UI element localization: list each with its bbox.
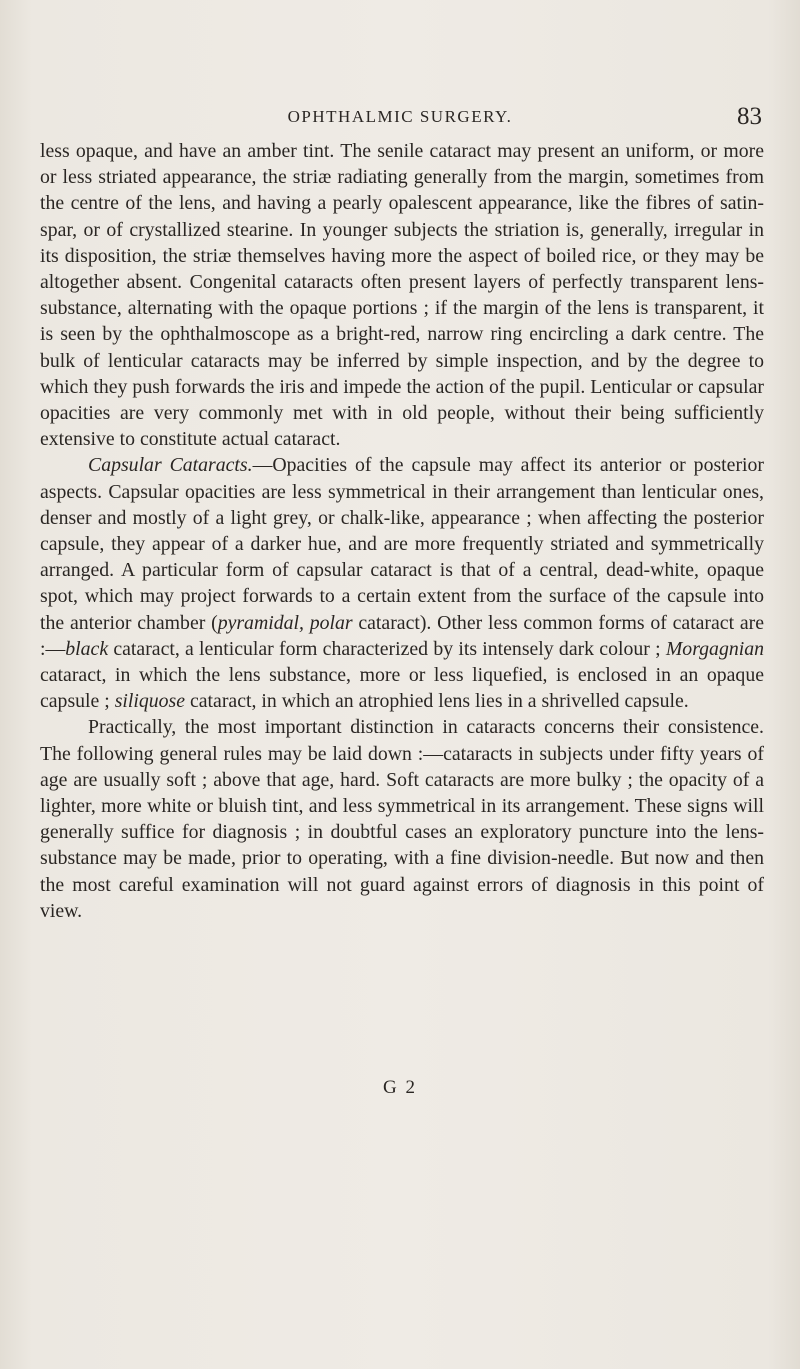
signature-mark: G 2 [383, 1077, 417, 1098]
paragraph-consistence [40, 714, 764, 924]
italic-text: Morgagnian [665, 637, 764, 660]
text-run: cataract, in which the lens substance, more or less liquefied, is enclosed in an opaque capsule ; [40, 664, 764, 713]
text-run: cataract). Other less common forms of cataract are :— [40, 611, 764, 660]
italic-text: black [65, 637, 109, 660]
body-text [40, 138, 764, 924]
text-run: Practically, the most important distinction in cataracts concerns their consistence. The following general rules may be laid down :—cataracts in subjects under fifty years of age are usually soft ; above that age, hard. Soft cataracts are more bulky ; the opacity of a lighter, more white or bluish tint, and less symmetrical in its arrangement. These signs will generally suffice for diagnosis ; in doubtful cases an exploratory puncture into the lens-substance may be made, prior to operating, with a fine division-needle. But now and then the most careful examination will not guard against errors of diagnosis in this point of view. [40, 716, 764, 922]
text-run: cataract, in which an atrophied lens lies in a shrivelled capsule. [185, 690, 689, 713]
italic-text: Capsular Cataracts. [88, 454, 253, 477]
page-number: 83 [737, 103, 762, 130]
text-run: cataract, a lenticular form characterized by its intensely dark colour ; [108, 637, 666, 660]
text-run: —Opacities of the capsule may affect its anterior or posterior aspects. Capsular opacities are less symmetrical in their arrangement than lenticular ones, denser and mostly of a light grey, or chalk-like, appearance ; when affecting the posterior capsule, they appear of a darker hue, and are more frequently striated and symmetrically arranged. A particular form of capsular cataract is that of a central, dead-white, opaque spot, which may project forwards to a certain extent from the surface of the capsule into the anterior chamber ( [40, 454, 765, 634]
page-header [0, 103, 800, 133]
paragraph-1 [40, 138, 764, 452]
running-head: OPHTHALMIC SURGERY. [287, 107, 513, 126]
paragraph-capsular-cataracts [40, 452, 764, 714]
text-run: less opaque, and have an amber tint. The senile cataract may present an uniform, or more or less striated appearance, the striæ radiating generally from the margin, sometimes from the centre of the lens, and having a pearly opalescent appearance, like the fibres of satin-spar, or of crystallized stearine. In younger subjects the striation is, generally, irregular in its disposition, the striæ themselves having more the aspect of boiled rice, or they may be altogether absent. Congenital cataracts often present layers of perfectly transparent lens-substance, alternating with the opaque portions ; if the margin of the lens is transparent, it is seen by the ophthalmoscope as a bright-red, narrow ring encircling a dark centre. The bulk of lenticular cataracts may be inferred by simple inspection, and by the degree to which they push forwards the iris and impede the action of the pupil. Lenticular or capsular opacities are very commonly met with in old people, without their being sufficiently extensive to constitute actual cataract. [40, 140, 764, 451]
italic-text: siliquose [114, 690, 186, 713]
italic-text: pyramidal, polar [217, 611, 353, 634]
